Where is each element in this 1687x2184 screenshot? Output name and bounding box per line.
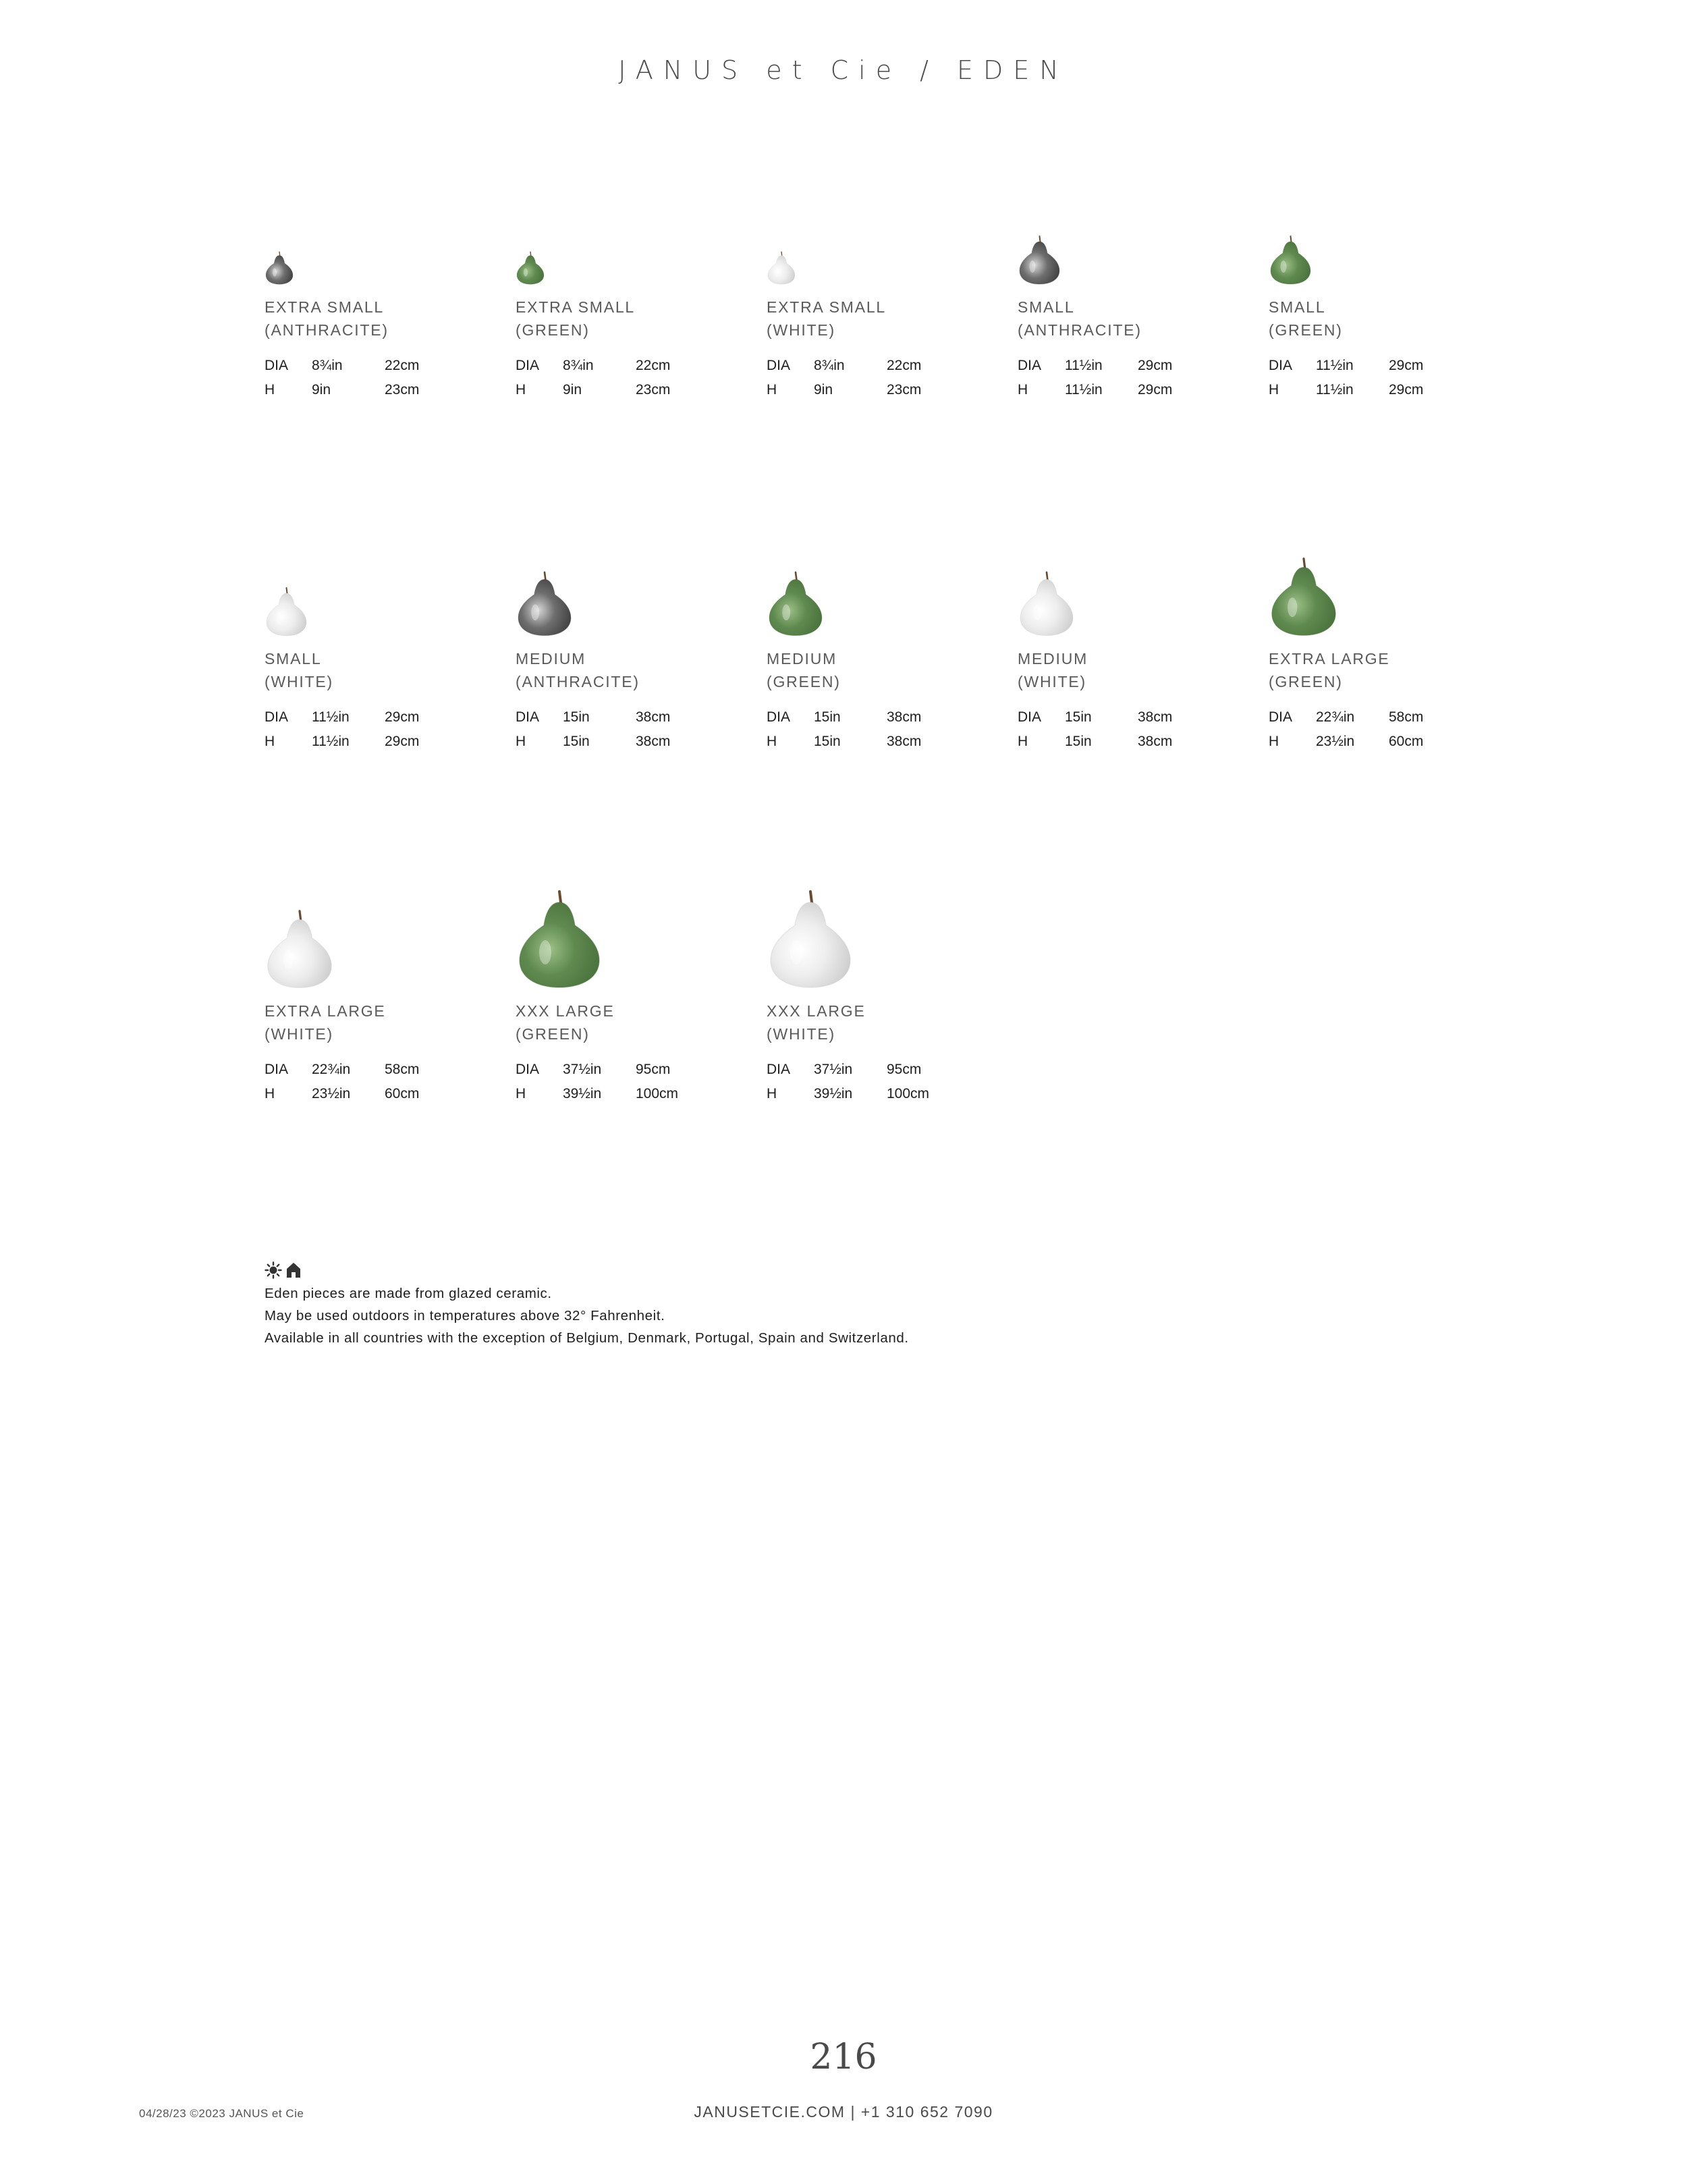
dimension-inches: 15in <box>563 734 590 749</box>
pear-icon <box>516 888 603 989</box>
dimension-label: DIA <box>1018 709 1042 725</box>
diameter-row <box>265 1058 494 1082</box>
product-card <box>265 177 494 402</box>
dimension-label: DIA <box>1269 358 1293 373</box>
dimension-centimeters: 60cm <box>1389 734 1424 749</box>
product-color: (GREEN) <box>767 673 841 690</box>
dimension-label: H <box>265 382 275 398</box>
dimension-centimeters: 22cm <box>887 358 922 373</box>
product-image <box>516 177 745 285</box>
dimension-inches: 8¾in <box>563 358 594 373</box>
page-title: JANUS et Cie / EDEN <box>618 55 1069 85</box>
product-color: (ANTHRACITE) <box>1018 321 1142 339</box>
dimension-label: H <box>1269 734 1279 749</box>
diameter-row <box>516 354 745 378</box>
product-card <box>516 528 745 754</box>
product-dimensions <box>767 705 996 754</box>
product-card <box>1269 528 1498 754</box>
dimension-label: DIA <box>516 358 540 373</box>
dimension-inches: 23½in <box>312 1086 351 1101</box>
dimension-label: DIA <box>767 1062 791 1077</box>
product-name <box>1269 647 1498 693</box>
pear-icon <box>767 570 825 636</box>
product-name <box>767 296 996 342</box>
pear-icon <box>265 908 335 989</box>
product-name <box>516 1000 745 1045</box>
dimension-label: DIA <box>265 358 289 373</box>
product-name <box>1018 647 1247 693</box>
diameter-row <box>1018 705 1247 730</box>
dimension-inches: 37½in <box>563 1062 602 1077</box>
pear-icon <box>1269 555 1339 636</box>
product-size: EXTRA LARGE <box>1269 650 1390 667</box>
dimension-centimeters: 38cm <box>636 734 671 749</box>
dimension-inches: 11½in <box>1316 358 1354 373</box>
dimension-inches: 22¾in <box>312 1062 351 1077</box>
product-dimensions <box>1018 354 1247 402</box>
product-name <box>767 1000 996 1045</box>
product-image <box>265 528 494 636</box>
feature-icons <box>265 1261 1344 1282</box>
pear-icon <box>1018 570 1076 636</box>
product-name <box>265 1000 494 1045</box>
product-dimensions <box>1018 705 1247 754</box>
product-size: MEDIUM <box>516 650 586 667</box>
diameter-row <box>1269 705 1498 730</box>
product-size: SMALL <box>1018 298 1075 316</box>
product-image <box>265 881 494 989</box>
product-color: (WHITE) <box>767 1025 836 1043</box>
pear-icon <box>1018 234 1061 285</box>
product-dimensions <box>1269 354 1498 402</box>
height-row <box>767 378 996 402</box>
diameter-row <box>265 354 494 378</box>
dimension-centimeters: 38cm <box>636 709 671 725</box>
dimension-inches: 9in <box>814 382 833 398</box>
product-card <box>265 881 494 1106</box>
product-name <box>516 296 745 342</box>
product-color: (GREEN) <box>516 1025 590 1043</box>
dimension-centimeters: 60cm <box>385 1086 420 1101</box>
product-card <box>1269 177 1498 402</box>
dimension-centimeters: 23cm <box>887 382 922 398</box>
note-outdoor: May be used outdoors in temperatures above 32° Fahrenheit. <box>265 1308 665 1323</box>
dimension-centimeters: 38cm <box>1138 734 1173 749</box>
dimension-label: H <box>767 382 777 398</box>
product-size: MEDIUM <box>1018 650 1088 667</box>
dimension-label: DIA <box>516 709 540 725</box>
dimension-label: DIA <box>1018 358 1042 373</box>
product-name <box>265 296 494 342</box>
dimension-centimeters: 23cm <box>385 382 420 398</box>
height-row <box>265 730 494 754</box>
product-name <box>767 647 996 693</box>
dimension-centimeters: 22cm <box>385 358 420 373</box>
product-name <box>1269 296 1498 342</box>
dimension-inches: 23½in <box>1316 734 1355 749</box>
dimension-inches: 15in <box>814 734 841 749</box>
dimension-label: DIA <box>767 709 791 725</box>
product-card <box>1018 177 1247 402</box>
dimension-inches: 15in <box>563 709 590 725</box>
diameter-row <box>767 354 996 378</box>
dimension-label: H <box>1018 734 1028 749</box>
product-size: EXTRA SMALL <box>265 298 385 316</box>
note-material: Eden pieces are made from glazed ceramic. <box>265 1286 552 1301</box>
dimension-label: H <box>516 1086 526 1101</box>
product-image <box>767 528 996 636</box>
dimension-inches: 11½in <box>1316 382 1354 398</box>
height-row <box>516 730 745 754</box>
pear-icon <box>265 250 294 285</box>
dimension-centimeters: 29cm <box>1138 382 1173 398</box>
dimension-inches: 39½in <box>563 1086 602 1101</box>
dimension-label: H <box>767 734 777 749</box>
dimension-inches: 8¾in <box>814 358 845 373</box>
diameter-row <box>516 705 745 730</box>
pear-icon <box>767 250 796 285</box>
diameter-row <box>1018 354 1247 378</box>
dimension-label: DIA <box>265 709 289 725</box>
product-color: (WHITE) <box>1018 673 1087 690</box>
page-number: 216 <box>810 2037 877 2077</box>
dimension-inches: 22¾in <box>1316 709 1355 725</box>
product-size: EXTRA LARGE <box>265 1002 386 1020</box>
pear-icon <box>516 570 574 636</box>
dimension-label: H <box>516 734 526 749</box>
dimension-centimeters: 100cm <box>887 1086 930 1101</box>
height-row <box>767 1082 996 1106</box>
height-row <box>1018 730 1247 754</box>
dimension-inches: 9in <box>563 382 582 398</box>
dimension-centimeters: 29cm <box>1389 358 1424 373</box>
dimension-inches: 15in <box>1065 709 1092 725</box>
product-size: MEDIUM <box>767 650 837 667</box>
dimension-centimeters: 95cm <box>887 1062 922 1077</box>
product-dimensions <box>265 705 494 754</box>
product-notes <box>265 1261 1344 1349</box>
dimension-centimeters: 29cm <box>385 709 420 725</box>
product-image <box>1269 528 1498 636</box>
product-color: (ANTHRACITE) <box>516 673 640 690</box>
dimension-inches: 37½in <box>814 1062 853 1077</box>
product-card <box>767 528 996 754</box>
dimension-inches: 9in <box>312 382 331 398</box>
product-dimensions <box>1269 705 1498 754</box>
product-color: (GREEN) <box>1269 673 1343 690</box>
pear-icon <box>516 250 545 285</box>
dimension-label: H <box>265 734 275 749</box>
product-size: EXTRA SMALL <box>767 298 887 316</box>
dimension-label: H <box>1269 382 1279 398</box>
dimension-centimeters: 38cm <box>887 734 922 749</box>
product-image <box>1018 528 1247 636</box>
dimension-inches: 15in <box>814 709 841 725</box>
product-color: (ANTHRACITE) <box>265 321 389 339</box>
dimension-label: H <box>1018 382 1028 398</box>
diameter-row <box>1269 354 1498 378</box>
dimension-centimeters: 29cm <box>1389 382 1424 398</box>
dimension-inches: 8¾in <box>312 358 343 373</box>
product-color: (WHITE) <box>265 673 334 690</box>
product-dimensions <box>767 1058 996 1106</box>
product-card <box>767 177 996 402</box>
diameter-row <box>265 705 494 730</box>
footer-contact: JANUSETCIE.COM | +1 310 652 7090 <box>694 2103 993 2121</box>
product-name <box>265 647 494 693</box>
dimension-inches: 11½in <box>1065 382 1103 398</box>
dimension-centimeters: 29cm <box>1138 358 1173 373</box>
product-card <box>767 881 996 1106</box>
product-card <box>1018 528 1247 754</box>
dimension-centimeters: 22cm <box>636 358 671 373</box>
date-copyright: 04/28/23 ©2023 JANUS et Cie <box>139 2107 304 2120</box>
product-size: SMALL <box>1269 298 1326 316</box>
house-icon <box>286 1262 301 1282</box>
product-image <box>767 177 996 285</box>
product-dimensions <box>516 354 745 402</box>
product-image <box>265 177 494 285</box>
dimension-centimeters: 58cm <box>385 1062 420 1077</box>
dimension-inches: 11½in <box>312 709 350 725</box>
product-dimensions <box>265 354 494 402</box>
dimension-inches: 11½in <box>1065 358 1103 373</box>
dimension-inches: 39½in <box>814 1086 853 1101</box>
product-name <box>1018 296 1247 342</box>
pear-icon <box>265 586 308 636</box>
dimension-label: H <box>516 382 526 398</box>
product-image <box>516 528 745 636</box>
dimension-label: DIA <box>767 358 791 373</box>
dimension-inches: 15in <box>1065 734 1092 749</box>
product-dimensions <box>516 705 745 754</box>
height-row <box>265 1082 494 1106</box>
diameter-row <box>767 1058 996 1082</box>
product-color: (WHITE) <box>767 321 836 339</box>
dimension-label: DIA <box>1269 709 1293 725</box>
dimension-centimeters: 58cm <box>1389 709 1424 725</box>
product-card <box>265 528 494 754</box>
product-image <box>1018 177 1247 285</box>
height-row <box>1269 730 1498 754</box>
product-color: (GREEN) <box>516 321 590 339</box>
product-size: EXTRA SMALL <box>516 298 636 316</box>
dimension-inches: 11½in <box>312 734 350 749</box>
height-row <box>1018 378 1247 402</box>
height-row <box>265 378 494 402</box>
height-row <box>516 378 745 402</box>
sun-icon <box>265 1261 282 1282</box>
product-size: SMALL <box>265 650 322 667</box>
dimension-centimeters: 95cm <box>636 1062 671 1077</box>
product-dimensions <box>265 1058 494 1106</box>
dimension-label: DIA <box>516 1062 540 1077</box>
product-color: (WHITE) <box>265 1025 334 1043</box>
product-card <box>516 177 745 402</box>
product-card <box>516 881 745 1106</box>
product-dimensions <box>516 1058 745 1106</box>
pear-icon <box>767 888 854 989</box>
diameter-row <box>767 705 996 730</box>
product-image <box>1269 177 1498 285</box>
height-row <box>767 730 996 754</box>
pear-icon <box>1269 234 1312 285</box>
dimension-centimeters: 23cm <box>636 382 671 398</box>
product-size: XXX LARGE <box>516 1002 615 1020</box>
dimension-centimeters: 29cm <box>385 734 420 749</box>
product-name <box>516 647 745 693</box>
height-row <box>1269 378 1498 402</box>
dimension-label: DIA <box>265 1062 289 1077</box>
height-row <box>516 1082 745 1106</box>
note-availability: Available in all countries with the exception of Belgium, Denmark, Portugal, Spain and Switzerland. <box>265 1330 909 1346</box>
product-dimensions <box>767 354 996 402</box>
dimension-centimeters: 38cm <box>887 709 922 725</box>
product-color: (GREEN) <box>1269 321 1343 339</box>
dimension-label: H <box>767 1086 777 1101</box>
product-size: XXX LARGE <box>767 1002 866 1020</box>
dimension-centimeters: 100cm <box>636 1086 679 1101</box>
dimension-label: H <box>265 1086 275 1101</box>
diameter-row <box>516 1058 745 1082</box>
product-image <box>767 881 996 989</box>
product-image <box>516 881 745 989</box>
dimension-centimeters: 38cm <box>1138 709 1173 725</box>
